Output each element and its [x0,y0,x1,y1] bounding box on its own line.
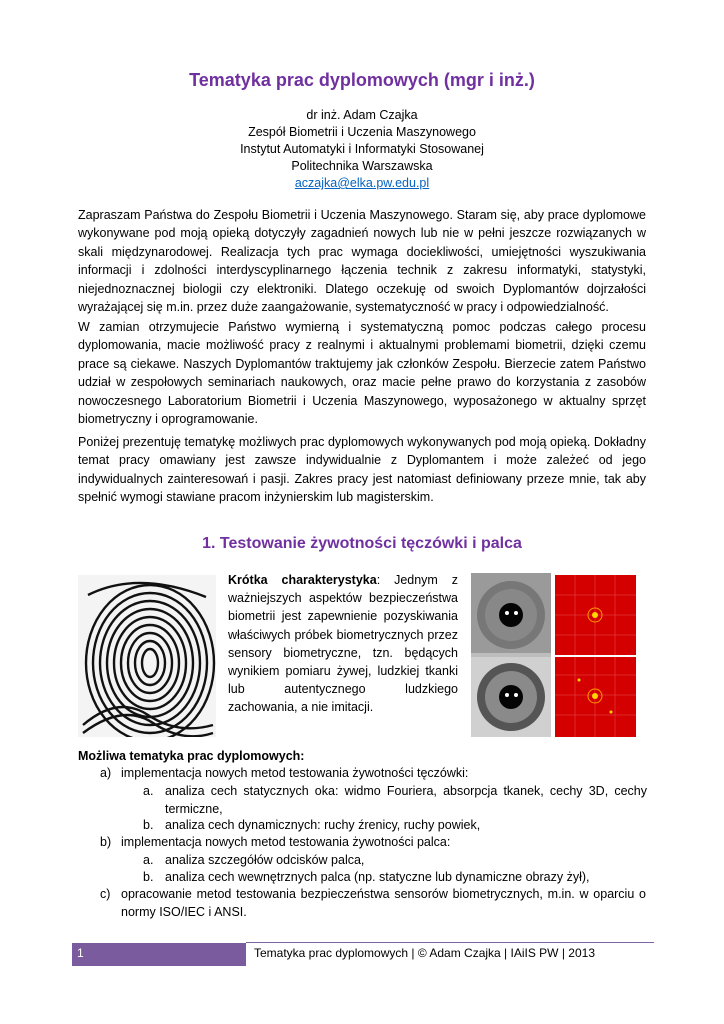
author-institute: Instytut Automatyki i Informatyki Stosowanej [240,142,484,156]
page-title: Tematyka prac dyplomowych (mgr i inż.) [189,70,535,90]
fingerprint-image [78,575,216,737]
short-description [228,571,458,717]
offer-paragraph: W zamian otrzymujecie Państwo wymierną i systematyczną pomoc podczas całego procesu dyplomowania, macie możliwość pracy z realnymi i aktualnymi problemami biometrii, dzięki czemu prace są ciekawe. Naszych Dyplomantów traktujemy jak członków Zespołu. Bierzecie zatem Państwo udział w zespołowych seminariach naukowych, oraz macie pełne prawo do korzystania z zasobów nowoczesnego Laboratorium Biometrii i Uczenia Maszynowego, wyposażonego w aktualny sprzęt biometryczny i oprogramowanie. [78,320,646,427]
topics-paragraph: Poniżej prezentuję tematykę możliwych prac dyplomowych wykonywanych pod moją opieką. Dokładny temat pracy omawiany jest zawsze indywidualnie z Dyplomantem i może zależeć od jego indywidualnych zainteresowań i pasji. Zakres pracy jest natomiast definiowany przeze mnie, tak aby spełnić wymogi stawiane pracom inżynierskim lub magisterskim. [78,435,646,505]
section-heading: 1. Testowanie żywotności tęczówki i palca [202,535,522,552]
footer-page-number: 1 [77,946,84,960]
author-name: dr inż. Adam Czajka [306,108,418,122]
footer-divider [246,942,654,943]
author-team: Zespół Biometrii i Uczenia Maszynowego [248,125,476,139]
author-university: Politechnika Warszawska [291,159,433,173]
short-label: Krótka charakterystyka [228,573,377,587]
author-email-link[interactable]: aczajka@elka.pw.edu.pl [294,176,430,190]
footer-text: Tematyka prac dyplomowych | © Adam Czajka | IAiIS PW | 2013 [254,946,595,960]
fourier-spectrum-images [555,575,636,737]
footer-page-box [72,943,246,966]
short-text: : Jednym z ważniejszych aspektów bezpieczeństwa biometrii jest zapewnienie pozyskiwania właściwych próbek biometrycznych przez sensory biometryczne, tzn. będących wynikiem pomiaru żywej, ludzkiej tkanki lub autentycznego ludzkiego zachowania, a nie imitacji. [228,573,458,715]
topics-list-heading: Możliwa tematyka prac dyplomowych: [78,749,305,763]
intro-paragraph: Zapraszam Państwa do Zespołu Biometrii i Uczenia Maszynowego. Staram się, aby prace dyplomowe wykonywane pod moją opieką dotyczyły zagadnień nowych lub nie w pełni jeszcze rozwiązanych w skali międzynarodowej. Realizacja tych prac wymaga dociekliwości, umiejętności wyszukiwania informacji i zdolności interdyscyplinarnego łączenia technik z zakresu informatyki, statystyki, niejednoznacznej biologii czy elektroniki. Dlatego oczekuję od swoich Dyplomantów dojrzałości wyrażającej się m.in. przez duże zaangażowanie, systematyczność w pracy i odpowiedzialność. [78,208,646,315]
iris-images [471,573,551,737]
author-block [0,107,724,192]
document-page: Tematyka prac dyplomowych (mgr i inż.) dr inż. Adam Czajka Zespół Biometrii i Uczenia Maszynowego Instytut Automatyki i Informatyki Stosowanej Politechnika Warszawska aczajka@elka.pw.edu.pl Zapraszam Państwa do Zespołu Biometrii i Uczenia Maszynowego. Staram się, aby prace dyplomowe wykonywane pod moją opieką dotyczyły zagadnień nowych lub nie w pełni jeszcze rozwiązanych w skali międzynarodowej. Realizacja tych prac wymaga dociekliwości, umiejętności wyszukiwania informacji i zdolności interdyscyplinarnego łączenia technik z zakresu informatyki, statystyki, niejednoznacznej biologii czy elektroniki. Dlatego oczekuję od swoich Dyplomantów dojrzałości wyrażającej się m.in. przez duże zaangażowanie, systematyczność w pracy i odpowiedzialność. W zamian otrzymujecie Państwo wymierną i systematyczną pomoc podczas całego procesu dyplomowania, macie możliwość pracy z realnymi i aktualnymi problemami biometrii, dzięki czemu prace są ciekawe. Naszych Dyplomantów traktujemy jak członków Zespołu. Bierzecie zatem Państwo udział w zespołowych seminariach naukowych, oraz macie pełne prawo do korzystania z zasobów nowoczesnego Laboratorium Biometrii i Uczenia Maszynowego, wyposażonego w aktualny sprzęt biometryczny i oprogramowanie. Poniżej prezentuję tematykę możliwych prac dyplomowych wykonywanych pod moją opieką. Dokładny temat pracy omawiany jest zawsze indywidualnie z Dyplomantem i może zależeć od jego indywidualnych zainteresowań i pasji. Zakres pracy jest natomiast definiowany przeze mnie, tak aby spełnić wymogi stawiane pracom inżynierskim lub magisterskim. 1. Testowanie żywotności tęczówki i palca Krótka charakterystyka: Jednym z ważniejszych aspektów bezpieczeństwa biometrii jest zapewnienie pozyskiwania właściwych próbek biometrycznych przez sensory biometryczne, tzn. będących wynikiem pomiaru żywej, ludzkiej tkanki lub autentycznego ludzkiego zachowania, a nie imitacji. Możliwa tematyka prac dyplomowych: a) implementacja nowych metod testowania żywotności tęczówki: a. analiza cech statycznych oka: widmo Fouriera, absorpcja tkanek, cechy 3D, cechy termiczne, b. analiza cech dynamicznych: ruchy źrenicy, ruchy powiek, b) implementacja nowych metod testowania żywotności palca: a. analiza szczegółów odcisków palca, b. analiza cech wewnętrznych palca (np. statyczne lub dynamiczne obrazy żył), c) opracowanie metod testowania bezpieczeństwa sensorów biometrycznych, m.in. w oparciu o normy ISO/IEC i ANSI. 1 Tematyka prac dyplomowych | © Adam Czajka | IAiIS PW | 2013 [0,0,724,1024]
